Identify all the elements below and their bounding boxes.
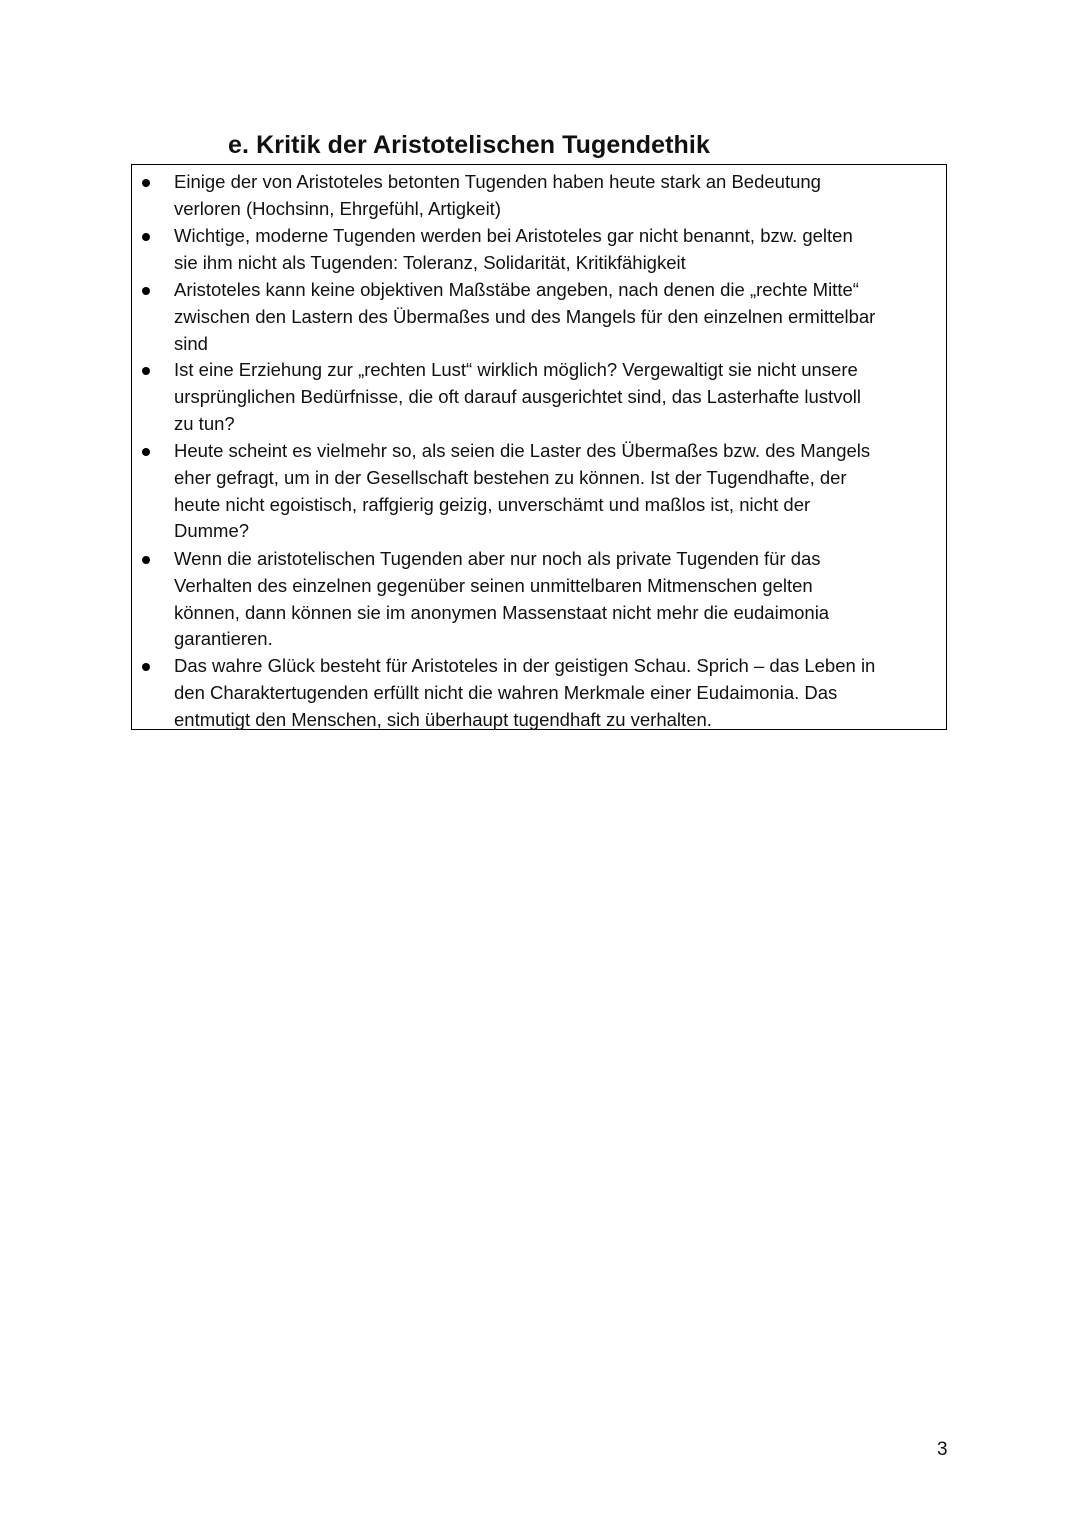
list-item-text: Einige der von Aristoteles betonten Tugenden haben heute stark an Bedeutung verloren (Hochsinn, Ehrgefühl, Artigkeit) [174,171,821,219]
list-item-text: Aristoteles kann keine objektiven Maßstäbe angeben, nach denen die „rechte Mitte“ zwischen den Lastern des Übermaßes und des Mangels für den einzelnen ermittelbar sind [174,279,876,354]
list-item-text: Heute scheint es vielmehr so, als seien die Laster des Übermaßes bzw. des Mangels eher gefragt, um in der Gesellschaft bestehen zu können. Ist der Tugendhafte, der heute nicht egoistisch, raffgierig geizig, unverschämt und maßlos ist, nicht der Dumme? [174,440,871,542]
list-item-text: Wenn die aristotelischen Tugenden aber nur noch als private Tugenden für das Verhalten des einzelnen gegenüber seinen unmittelbaren Mitmenschen gelten können, dann können sie im anonymen Massenstaat nicht mehr die eudaimonia garantieren. [174,548,830,650]
bullet-icon [142,448,150,456]
bullet-icon [142,367,150,375]
list-item-text: Das wahre Glück besteht für Aristoteles in der geistigen Schau. Sprich – das Leben in den Charaktertugenden erfüllt nicht die wahren Merkmale einer Eudaimonia. Das entmutigt den Menschen, sich überhaupt tugendhaft zu verhalten. [174,655,876,730]
list-item-text: Wichtige, moderne Tugenden werden bei Aristoteles gar nicht benannt, bzw. gelten sie ihm nicht als Tugenden: Toleranz, Solidarität, Kritikfähigkeit [174,225,853,273]
bullet-icon [142,179,150,187]
bullet-icon [142,287,150,295]
bullet-icon [142,233,150,241]
bullet-icon [142,663,150,671]
bullet-icon [142,556,150,564]
critique-box [131,164,947,730]
list-item-text: Ist eine Erziehung zur „rechten Lust“ wirklich möglich? Vergewaltigt sie nicht unsere ursprünglichen Bedürfnisse, die oft darauf ausgerichtet sind, das Lasterhafte lustvoll zu tun? [174,359,861,434]
section-heading: e. Kritik der Aristotelischen Tugendethik [228,131,710,159]
page-number: 3 [937,1439,948,1460]
